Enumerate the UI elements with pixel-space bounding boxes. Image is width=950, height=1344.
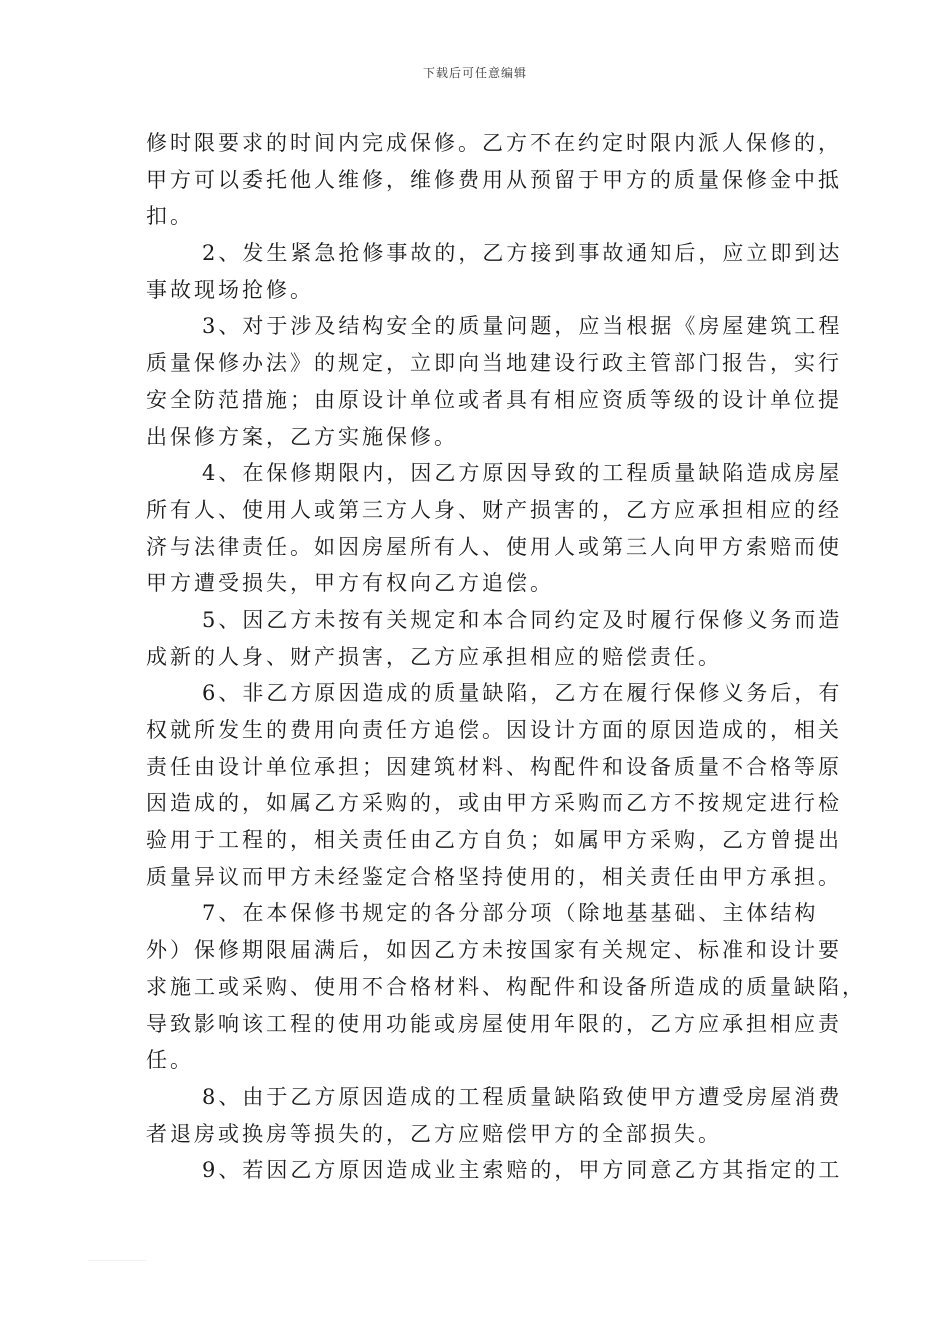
text-line: 8、由于乙方原因造成的工程质量缺陷致使甲方遭受房屋消费 bbox=[202, 1084, 843, 1109]
text-line: 3、对于涉及结构安全的质量问题，应当根据《房屋建筑工程 bbox=[202, 314, 843, 339]
text-line: 导致影响该工程的使用功能或房屋使用年限的，乙方应承担相应责 bbox=[146, 1011, 842, 1036]
text-line: 4、在保修期限内，因乙方原因导致的工程质量缺陷造成房屋 bbox=[202, 461, 843, 486]
text-line: 修时限要求的时间内完成保修。乙方不在约定时限内派人保修的， bbox=[146, 131, 842, 155]
paragraph-lines bbox=[146, 125, 866, 1189]
text-line: 扣。 bbox=[146, 204, 194, 229]
text-line: 因造成的，如属乙方采购的，或由甲方采购而乙方不按规定进行检 bbox=[146, 791, 842, 816]
text-line: 求施工或采购、使用不合格材料、构配件和设备所造成的质量缺陷， bbox=[146, 974, 866, 999]
text-line: 6、非乙方原因造成的质量缺陷，乙方在履行保修义务后，有 bbox=[202, 681, 843, 706]
text-line: 安全防范措施；由原设计单位或者具有相应资质等级的设计单位提 bbox=[146, 387, 842, 412]
text-line: 5、因乙方未按有关规定和本合同约定及时履行保修义务而造 bbox=[202, 607, 843, 632]
text-line: 事故现场抢修。 bbox=[146, 277, 314, 302]
footer-divider bbox=[88, 1260, 146, 1261]
text-line: 质量保修办法》的规定，立即向当地建设行政主管部门报告，实行 bbox=[146, 351, 842, 376]
text-line: 9、若因乙方原因造成业主索赔的，甲方同意乙方其指定的工 bbox=[202, 1158, 843, 1183]
text-line: 验用于工程的，相关责任由乙方自负；如属甲方采购，乙方曾提出 bbox=[146, 828, 842, 853]
document-body bbox=[146, 125, 866, 1189]
text-line: 甲方遭受损失，甲方有权向乙方追偿。 bbox=[146, 571, 554, 596]
text-line: 所有人、使用人或第三方人身、财产损害的，乙方应承担相应的经 bbox=[146, 497, 842, 522]
text-line: 成新的人身、财产损害，乙方应承担相应的赔偿责任。 bbox=[146, 644, 722, 669]
text-line: 2、发生紧急抢修事故的，乙方接到事故通知后，应立即到达 bbox=[202, 241, 843, 266]
text-line: 外）保修期限届满后，如因乙方未按国家有关规定、标准和设计要 bbox=[146, 938, 842, 963]
text-line: 责任由设计单位承担；因建筑材料、构配件和设备质量不合格等原 bbox=[146, 754, 842, 779]
text-line: 任。 bbox=[146, 1048, 194, 1073]
text-line: 甲方可以委托他人维修，维修费用从预留于甲方的质量保修金中抵 bbox=[146, 167, 842, 192]
text-line: 者退房或换房等损失的，乙方应赔偿甲方的全部损失。 bbox=[146, 1121, 722, 1146]
page-header: 下载后可任意编辑 bbox=[422, 66, 527, 80]
text-line: 出保修方案，乙方实施保修。 bbox=[146, 424, 458, 449]
text-line: 济与法律责任。如因房屋所有人、使用人或第三人向甲方索赔而使 bbox=[146, 534, 842, 559]
text-line: 权就所发生的费用向责任方追偿。因设计方面的原因造成的，相关 bbox=[146, 718, 842, 742]
text-line: 质量异议而甲方未经鉴定合格坚持使用的，相关责任由甲方承担。 bbox=[146, 864, 842, 889]
text-line: 7、在本保修书规定的各分部分项（除地基基础、主体结构 bbox=[202, 901, 819, 926]
